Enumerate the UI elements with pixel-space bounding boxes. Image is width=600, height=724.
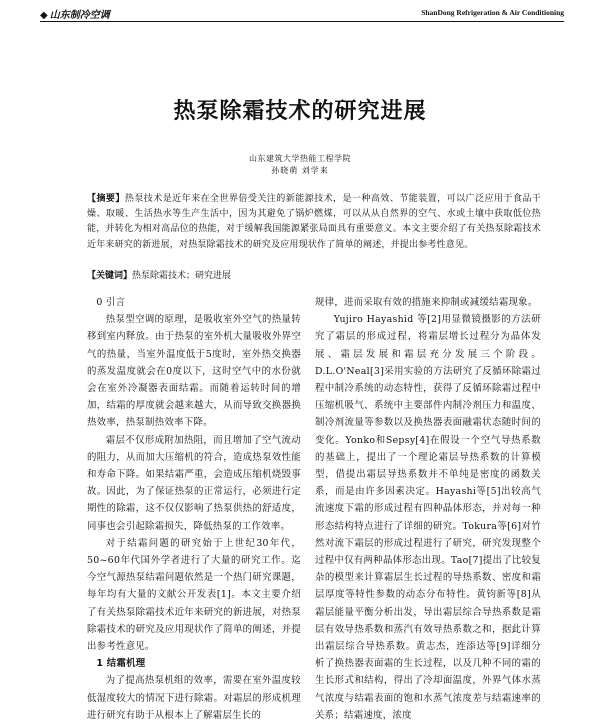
journal-name-cn: [40, 6, 110, 21]
body-paragraph: 热泵型空调的原理，是吸收室外空气的热量转移到室内释放。由于热泵的室外机大量吸收外界空气的热量，当室外温度低于5度时，室外热交换器的蒸发温度就会在0度以下，这时空气中的水份就会在室外冷凝器表面结霜。而随着运转时间的增加，结霜的厚度就会越来越大，从而导致交换器换热效率，热泵制热效率下降。: [87, 314, 301, 429]
abstract-text: 热泵技术是近年来在全世界倍受关注的新能源技术，是一种高效、节能装置，可以广泛应用于食品干燥、取暖、生活热水等生产生活中，因为其避免了锅炉燃煤，可以从从自然界的空气、水或土壤中获取低位热能，并转化为相对高品位的热能，对于缓解我国能源紧张局面具有重要意义。本文主要介绍了有关热泵除霜技术近年来研究的新进展，对热泵除霜技术的研究及应用现状作了简单的阐述，并提出参考性意见。: [87, 194, 541, 250]
body-paragraph: 规律，进而采取有效的措施来抑制或减缓结霜现象。: [315, 297, 538, 308]
journal-name-en: ShanDong Refrigeration & Air Conditioning: [421, 8, 564, 17]
body-paragraph: 霜层不仅形成附加热阻，而且增加了空气流动的阻力，从而加大压缩机的符合，造成热泵效性能和寿命下降。如果结霜严重，会造成压缩机烧毁事故。因此，为了保证热泵的正常运行，必须进行定期性的除霜，这不仅仅影响了热泵供热的舒适度，同事也会引起除霜损失，降低热泵的工作效率。: [87, 434, 301, 532]
keywords-label: 【关键词】: [87, 271, 133, 281]
diamond-icon: ◆: [40, 10, 48, 21]
abstract-block: [87, 192, 541, 253]
section-heading-introduction: 0 引言: [96, 297, 126, 308]
author-affiliation: 山东建筑大学热能工程学院: [249, 154, 351, 163]
keywords-block: [87, 268, 541, 281]
author-names: 孙晓萌 刘学来: [271, 166, 329, 175]
keywords-text: 热泵除霜技术；研究进展: [132, 271, 232, 281]
body-paragraph: 为了提高热泵机组的效率，需要在室外温度较低湿度较大的情况下进行除霜。对霜层的形成机理进行研究有助于从根本上了解霜层生长的: [87, 675, 301, 721]
section-heading-frost-mechanism: 1 结霜机理: [96, 658, 146, 670]
header-divider: [40, 21, 564, 22]
right-column: [315, 294, 541, 724]
journal-name-cn-text: 山东制冷空调: [49, 10, 110, 21]
left-column: [87, 294, 301, 724]
body-paragraph: Yujiro Hayashid 等[2]用显微镜摄影的方法研究了霜层的形成过程，将霜层增长过程分为晶体发展、霜层发展和霜层充分发展三个阶段。D.L.O'Neal[3]采用实验的方法研究了反循环除霜过程中制冷系统的动态特性，获得了反循环除霜过程中压缩机吸气、系统中主要部件内制冷剂压力和温度、制冷剂流量等参数以及换热器表面融霜状态随时间的变化。Yonko和Sepsy[4]在假设一个空气导热系数的基础上，提出了一个理论霜层导热系数的计算模型，借提出霜层导热系数并不单纯是密度的函数关系，而是由许多因素决定。Hayashi等[5]出较高气流速度下霜的形成过程有四种晶体形态，并对每一种形态结构特点进行了详细的研究。Tokura等[6]对竹然对流下霜层的形成过程进行了研究，研究发现整个过程中仅有两种晶体形态出现。Tao[7]提出了比较复杂的模型来计算霜层生长过程的导热系数、密度和霜层厚度等特性参数的动态分布特性。黄钧新等[8]从霜层能量平衡分析出发，导出霜层综合导热系数是霜层有效导热系数和蒸汽有效导热系数之和，据此计算出霜层综合导热系数。黄志杰，连添达等[9]详细分析了换热器表面霜的生长过程，以及几种不同的霜的生长形式和结构，得出了冷却面温度，外界气体水蒸气浓度与结霜表面的饱和水蒸气浓度差与结霜速率的关系；结霜速度，浓度: [315, 314, 541, 721]
abstract-label: 【摘要】: [87, 194, 125, 204]
article-title: 热泵除霜技术的研究进展: [173, 99, 427, 124]
body-paragraph: 对于结霜问题的研究始于上世纪30年代，50~60年代国外学者进行了大量的研究工作。迄今空气源热泵结霜问题依然是一个热门研究课题，每年均有大量的文献公开发表[1]。本文主要介绍了有关热泵除霜技术近年来研究的新进展，对热泵除霜技术的研究及应用现状作了简单的阐述，并提出参考性意见。: [87, 537, 301, 653]
